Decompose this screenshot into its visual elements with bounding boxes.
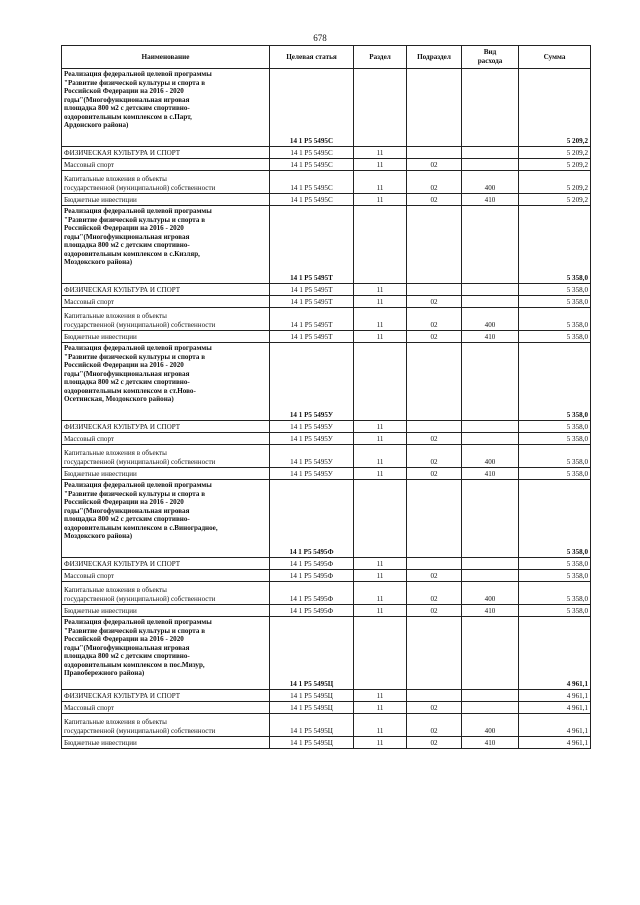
cell-name: Бюджетные инвестиции	[62, 605, 270, 617]
cell-name: Массовый спорт	[62, 433, 270, 445]
table-header	[62, 46, 591, 69]
cell-name: Бюджетные инвестиции	[62, 468, 270, 480]
cell-sum: 5 358,0	[519, 296, 591, 308]
cell-section: 11	[354, 331, 407, 343]
cell-target: 14 1 Р5 5495У	[270, 421, 354, 433]
cell-sum: 5 358,0	[519, 284, 591, 296]
table-row	[62, 296, 591, 308]
cell-sum: 5 358,0	[519, 582, 591, 605]
cell-subsection: 02	[407, 433, 462, 445]
cell-expense-type	[462, 480, 519, 558]
header-expense-type: Вид расхода	[462, 46, 519, 69]
cell-section: 11	[354, 737, 407, 749]
cell-expense-type	[462, 69, 519, 147]
cell-sum: 5 209,2	[519, 171, 591, 194]
cell-subsection: 02	[407, 468, 462, 480]
cell-target: 14 1 Р5 5495С	[270, 159, 354, 171]
cell-sum: 4 961,1	[519, 617, 591, 690]
cell-section: 11	[354, 421, 407, 433]
table-row	[62, 147, 591, 159]
cell-name: ФИЗИЧЕСКАЯ КУЛЬТУРА И СПОРТ	[62, 284, 270, 296]
cell-section: 11	[354, 714, 407, 737]
table-row	[62, 605, 591, 617]
cell-name: Реализация федеральной целевой программы "Развитие физической культуры и спорта в Российской Федерации на 2016 - 2020 годы"(Многофункциональная игровая площадка 800 м2 с детским спортивно- оздоровительным комплексом в с.Виноградное, Моздокского района)	[62, 480, 270, 558]
cell-expense-type	[462, 690, 519, 702]
header-subsection: Подраздел	[407, 46, 462, 69]
cell-subsection: 02	[407, 582, 462, 605]
cell-name: ФИЗИЧЕСКАЯ КУЛЬТУРА И СПОРТ	[62, 421, 270, 433]
cell-sum: 5 358,0	[519, 558, 591, 570]
cell-name: Бюджетные инвестиции	[62, 331, 270, 343]
cell-section: 11	[354, 605, 407, 617]
cell-subsection: 02	[407, 570, 462, 582]
cell-name: ФИЗИЧЕСКАЯ КУЛЬТУРА И СПОРТ	[62, 690, 270, 702]
header-row	[62, 46, 591, 69]
cell-subsection: 02	[407, 194, 462, 206]
cell-name: Массовый спорт	[62, 296, 270, 308]
cell-expense-type	[462, 296, 519, 308]
cell-expense-type: 400	[462, 714, 519, 737]
cell-subsection: 02	[407, 296, 462, 308]
cell-section: 11	[354, 582, 407, 605]
cell-section: 11	[354, 159, 407, 171]
cell-target: 14 1 Р5 5495С	[270, 171, 354, 194]
cell-section: 11	[354, 558, 407, 570]
cell-expense-type	[462, 702, 519, 714]
cell-sum: 5 209,2	[519, 159, 591, 171]
header-name: Наименование	[62, 46, 270, 69]
cell-sum: 5 358,0	[519, 421, 591, 433]
page-number: 678	[313, 33, 327, 43]
table-row	[62, 171, 591, 194]
cell-target: 14 1 Р5 5495У	[270, 433, 354, 445]
cell-target: 14 1 Р5 5495С	[270, 194, 354, 206]
table-row	[62, 159, 591, 171]
cell-section: 11	[354, 690, 407, 702]
cell-sum: 5 358,0	[519, 468, 591, 480]
cell-name: Капитальные вложения в объекты государственной (муниципальной) собственности	[62, 171, 270, 194]
cell-subsection	[407, 343, 462, 421]
cell-section	[354, 617, 407, 690]
cell-expense-type	[462, 206, 519, 284]
cell-section: 11	[354, 147, 407, 159]
header-target: Целевая статья	[270, 46, 354, 69]
cell-sum: 4 961,1	[519, 737, 591, 749]
table-row	[62, 714, 591, 737]
cell-name: ФИЗИЧЕСКАЯ КУЛЬТУРА И СПОРТ	[62, 147, 270, 159]
cell-section: 11	[354, 468, 407, 480]
cell-subsection: 02	[407, 171, 462, 194]
cell-sum: 5 358,0	[519, 605, 591, 617]
cell-target: 14 1 Р5 5495Ф	[270, 605, 354, 617]
cell-name: ФИЗИЧЕСКАЯ КУЛЬТУРА И СПОРТ	[62, 558, 270, 570]
cell-expense-type	[462, 433, 519, 445]
cell-sum: 5 358,0	[519, 343, 591, 421]
budget-table	[61, 45, 591, 749]
table-row	[62, 308, 591, 331]
cell-name: Капитальные вложения в объекты государственной (муниципальной) собственности	[62, 308, 270, 331]
cell-expense-type	[462, 284, 519, 296]
cell-target: 14 1 Р5 5495Ц	[270, 690, 354, 702]
cell-sum: 4 961,1	[519, 690, 591, 702]
cell-expense-type: 400	[462, 308, 519, 331]
cell-expense-type	[462, 558, 519, 570]
cell-section: 11	[354, 308, 407, 331]
cell-section: 11	[354, 284, 407, 296]
cell-name: Капитальные вложения в объекты государственной (муниципальной) собственности	[62, 714, 270, 737]
program-row	[62, 480, 591, 558]
cell-target: 14 1 Р5 5495У	[270, 468, 354, 480]
cell-sum: 5 358,0	[519, 308, 591, 331]
cell-target: 14 1 Р5 5495Т	[270, 331, 354, 343]
cell-target: 14 1 Р5 5495Ф	[270, 570, 354, 582]
cell-section	[354, 480, 407, 558]
cell-expense-type	[462, 343, 519, 421]
cell-expense-type	[462, 570, 519, 582]
cell-subsection	[407, 206, 462, 284]
cell-name: Массовый спорт	[62, 570, 270, 582]
cell-target: 14 1 Р5 5495Ц	[270, 702, 354, 714]
cell-subsection: 02	[407, 605, 462, 617]
cell-subsection	[407, 69, 462, 147]
cell-name: Реализация федеральной целевой программы "Развитие физической культуры и спорта в Российской Федерации на 2016 - 2020 годы"(Многофункциональная игровая площадка 800 м2 с детским спортивно- оздоровительным комплексом в ст.Ново- Осетинская, Моздокского района)	[62, 343, 270, 421]
cell-subsection	[407, 617, 462, 690]
cell-target: 14 1 Р5 5495Ф	[270, 558, 354, 570]
cell-target: 14 1 Р5 5495Ц	[270, 617, 354, 690]
cell-subsection: 02	[407, 445, 462, 468]
table-row	[62, 582, 591, 605]
program-row	[62, 617, 591, 690]
table-row	[62, 445, 591, 468]
header-sum: Сумма	[519, 46, 591, 69]
program-row	[62, 206, 591, 284]
cell-section: 11	[354, 171, 407, 194]
cell-sum: 5 358,0	[519, 445, 591, 468]
cell-target: 14 1 Р5 5495Ц	[270, 714, 354, 737]
cell-expense-type: 410	[462, 605, 519, 617]
cell-section: 11	[354, 702, 407, 714]
table-row	[62, 558, 591, 570]
cell-expense-type: 410	[462, 468, 519, 480]
cell-subsection	[407, 421, 462, 433]
cell-expense-type: 400	[462, 582, 519, 605]
cell-sum: 5 209,2	[519, 147, 591, 159]
cell-name: Бюджетные инвестиции	[62, 737, 270, 749]
table-row	[62, 702, 591, 714]
cell-subsection	[407, 147, 462, 159]
cell-sum: 5 358,0	[519, 480, 591, 558]
table-row	[62, 570, 591, 582]
cell-sum: 4 961,1	[519, 714, 591, 737]
cell-subsection: 02	[407, 714, 462, 737]
cell-name: Капитальные вложения в объекты государственной (муниципальной) собственности	[62, 582, 270, 605]
cell-sum: 4 961,1	[519, 702, 591, 714]
cell-expense-type: 410	[462, 331, 519, 343]
cell-section	[354, 69, 407, 147]
cell-subsection	[407, 690, 462, 702]
cell-target: 14 1 Р5 5495Ф	[270, 582, 354, 605]
cell-subsection: 02	[407, 702, 462, 714]
cell-expense-type: 400	[462, 445, 519, 468]
cell-section	[354, 206, 407, 284]
table-row	[62, 284, 591, 296]
cell-target: 14 1 Р5 5495Т	[270, 308, 354, 331]
table-body	[62, 69, 591, 749]
cell-subsection	[407, 558, 462, 570]
cell-subsection	[407, 284, 462, 296]
cell-target: 14 1 Р5 5495Т	[270, 296, 354, 308]
cell-target: 14 1 Р5 5495С	[270, 147, 354, 159]
cell-subsection: 02	[407, 737, 462, 749]
cell-section: 11	[354, 194, 407, 206]
cell-sum: 5 358,0	[519, 206, 591, 284]
cell-target: 14 1 Р5 5495С	[270, 69, 354, 147]
cell-expense-type: 410	[462, 737, 519, 749]
cell-name: Реализация федеральной целевой программы "Развитие физической культуры и спорта в Российской Федерации на 2016 - 2020 годы"(Многофункциональная игровая площадка 800 м2 с детским спортивно- оздоровительным комплексом в пос.Мизур, Правобережного района)	[62, 617, 270, 690]
cell-name: Бюджетные инвестиции	[62, 194, 270, 206]
program-row	[62, 343, 591, 421]
table-row	[62, 433, 591, 445]
cell-expense-type	[462, 617, 519, 690]
cell-sum: 5 209,2	[519, 69, 591, 147]
table-row	[62, 468, 591, 480]
cell-target: 14 1 Р5 5495Т	[270, 206, 354, 284]
cell-target: 14 1 Р5 5495У	[270, 343, 354, 421]
cell-section: 11	[354, 296, 407, 308]
cell-expense-type: 410	[462, 194, 519, 206]
cell-name: Капитальные вложения в объекты государственной (муниципальной) собственности	[62, 445, 270, 468]
cell-target: 14 1 Р5 5495Ц	[270, 737, 354, 749]
cell-section: 11	[354, 445, 407, 468]
cell-subsection: 02	[407, 308, 462, 331]
table-row	[62, 737, 591, 749]
program-row	[62, 69, 591, 147]
cell-target: 14 1 Р5 5495Т	[270, 284, 354, 296]
cell-name: Массовый спорт	[62, 702, 270, 714]
table-row	[62, 331, 591, 343]
cell-subsection: 02	[407, 331, 462, 343]
cell-section: 11	[354, 570, 407, 582]
cell-subsection	[407, 480, 462, 558]
cell-target: 14 1 Р5 5495У	[270, 445, 354, 468]
cell-section	[354, 343, 407, 421]
cell-name: Массовый спорт	[62, 159, 270, 171]
cell-expense-type	[462, 147, 519, 159]
cell-sum: 5 358,0	[519, 570, 591, 582]
cell-sum: 5 358,0	[519, 433, 591, 445]
cell-target: 14 1 Р5 5495Ф	[270, 480, 354, 558]
table-row	[62, 194, 591, 206]
cell-name: Реализация федеральной целевой программы "Развитие физической культуры и спорта в Российской Федерации на 2016 - 2020 годы"(Многофункциональная игровая площадка 800 м2 с детским спортивно- оздоровительным комплексом в с.Парт, Ардонского района)	[62, 69, 270, 147]
cell-subsection: 02	[407, 159, 462, 171]
cell-expense-type	[462, 421, 519, 433]
cell-expense-type	[462, 159, 519, 171]
cell-expense-type: 400	[462, 171, 519, 194]
table-row	[62, 421, 591, 433]
table-row	[62, 690, 591, 702]
cell-sum: 5 209,2	[519, 194, 591, 206]
header-section: Раздел	[354, 46, 407, 69]
cell-section: 11	[354, 433, 407, 445]
cell-sum: 5 358,0	[519, 331, 591, 343]
cell-name: Реализация федеральной целевой программы "Развитие физической культуры и спорта в Российской Федерации на 2016 - 2020 годы"(Многофункциональная игровая площадка 800 м2 с детским спортивно- оздоровительным комплексом в с.Кизляр, Моздокского района)	[62, 206, 270, 284]
